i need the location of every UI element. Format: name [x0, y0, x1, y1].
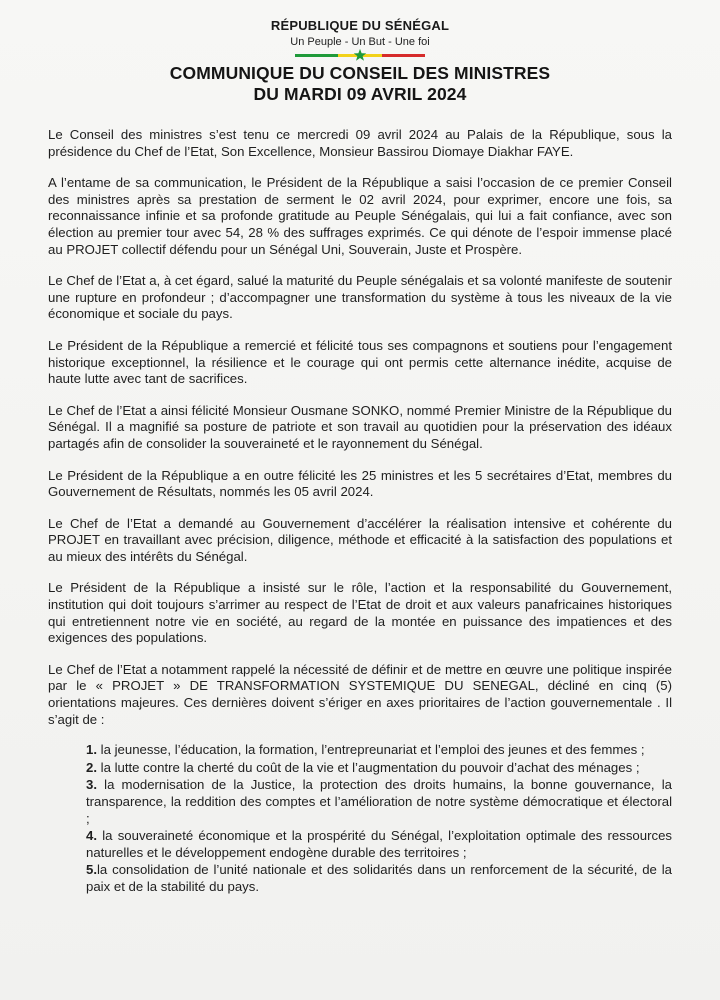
flag-bar [295, 51, 425, 60]
list-item-text: la consolidation de l’unité nationale et des solidarités dans un renforcement de la sécurité, de la paix et de la stabilité du pays. [86, 862, 672, 894]
paragraph: Le Chef de l’Etat a, à cet égard, salué la maturité du Peuple sénégalais et sa volonté manifeste de soutenir une rupture en profondeur ; d’accompagner une transformation du système à tous les niveaux de la vie économique et sociale du pays. [48, 273, 672, 322]
national-motto: Un Peuple - Un But - Une foi [290, 36, 430, 48]
list-item-text: la souveraineté économique et la prospérité du Sénégal, l’exploitation optimale des ressources naturelles et le développement endogène durable des territoires ; [86, 828, 672, 860]
paragraph: Le Président de la République a remercié et félicité tous ses compagnons et soutiens pour l’engagement historique exceptionnel, la résilience et le courage qui ont permis cette alternance inédite, acquise de haute lutte avec tant de sacrifices. [48, 337, 672, 387]
paragraph: Le Président de la République a en outre félicité les 25 ministres et les 5 secrétaires d’Etat, membres du Gouvernement de Résultats, nommés les 05 avril 2024. [48, 467, 672, 500]
list-item-text: la jeunesse, l’éducation, la formation, l’entrepreunariat et l’emploi des jeunes et des femmes ; [97, 742, 645, 758]
list-item-number: 1. [86, 742, 97, 758]
paragraph: A l’entame de sa communication, le Président de la République a saisi l’occasion de ce premier Conseil des ministres après sa prestation de serment le 02 avril 2024, pour exprimer, encore une fois, sa reconnaissance infinie et sa profonde gratitude au Peuple Sénégalais, qui lui a fait confiance, avec son élection au premier tour avec 54, 28 % des suffrages exprimés. Ce qui dénote de l’espoir immense placé au PROJET collectif défendu pour un Sénégal Uni, Souverain, Juste et Prospère. [48, 175, 672, 257]
document-body [48, 127, 672, 896]
list-item-number: 3. [86, 777, 97, 793]
paragraph: Le Président de la République a insisté sur le rôle, l’action et la responsabilité du Gouvernement, institution qui doit toujours s’arrimer au respect de l’Etat de droit et aux valeurs panafricaines historiques qui entretiennent notre vie en société, au regard de la montée en puissance des impatiences et des exigences des populations. [48, 580, 672, 646]
list-item [86, 777, 672, 827]
republic-name: RÉPUBLIQUE DU SÉNÉGAL [270, 18, 450, 33]
letterhead [48, 18, 672, 105]
flag-green-band [295, 54, 338, 57]
list-item-number: 2. [86, 759, 97, 775]
list-item [86, 742, 672, 759]
paragraph: Le Conseil des ministres s’est tenu ce mercredi 09 avril 2024 au Palais de la République, sous la présidence du Chef de l’Etat, Son Excellence, Monsieur Bassirou Diomaye Diakhar FAYE. [48, 127, 672, 159]
title-line-1: COMMUNIQUE DU CONSEIL DES MINISTRES [169, 63, 551, 83]
document-title [48, 63, 672, 105]
list-item [86, 760, 672, 777]
list-item-number: 5. [86, 862, 97, 878]
star-icon [353, 48, 367, 62]
list-item [86, 828, 672, 861]
list-item [86, 862, 672, 895]
list-item-text: la lutte contre la cherté du coût de la vie et l’augmentation du pouvoir d’achat des ménages ; [97, 759, 640, 775]
list-item-text: la modernisation de la Justice, la protection des droits humains, la bonne gouvernance, la transparence, la reddition des comptes et l’amélioration de notre système démocratique et électoral ; [86, 777, 672, 826]
list-item-number: 4. [86, 828, 97, 844]
flag-red-band [382, 54, 425, 57]
paragraph: Le Chef de l’Etat a demandé au Gouvernement d’accélérer la réalisation intensive et cohérente du PROJET en travaillant avec précision, diligence, méthode et efficacité à la satisfaction des populations et au mieux des intérêts du Sénégal. [48, 515, 672, 564]
title-line-2: DU MARDI 09 AVRIL 2024 [253, 84, 467, 104]
paragraph: Le Chef de l’Etat a notamment rappelé la nécessité de définir et de mettre en œuvre une politique inspirée par le « PROJET » DE TRANSFORMATION SYSTEMIQUE DU SENEGAL, décliné en cinq (5) orientations majeures. Ces dernières doivent s’ériger en axes prioritaires de l’action gouvernementale . Il s’agit de : [48, 661, 672, 727]
orientations-list [48, 742, 672, 895]
paragraph: Le Chef de l’Etat a ainsi félicité Monsieur Ousmane SONKO, nommé Premier Ministre de la République du Sénégal. Il a magnifié sa posture de patriote et son travail au quotidien pour la préservation des idéaux partagés afin de consolider la souveraineté et le rayonnement du Sénégal. [48, 402, 672, 451]
